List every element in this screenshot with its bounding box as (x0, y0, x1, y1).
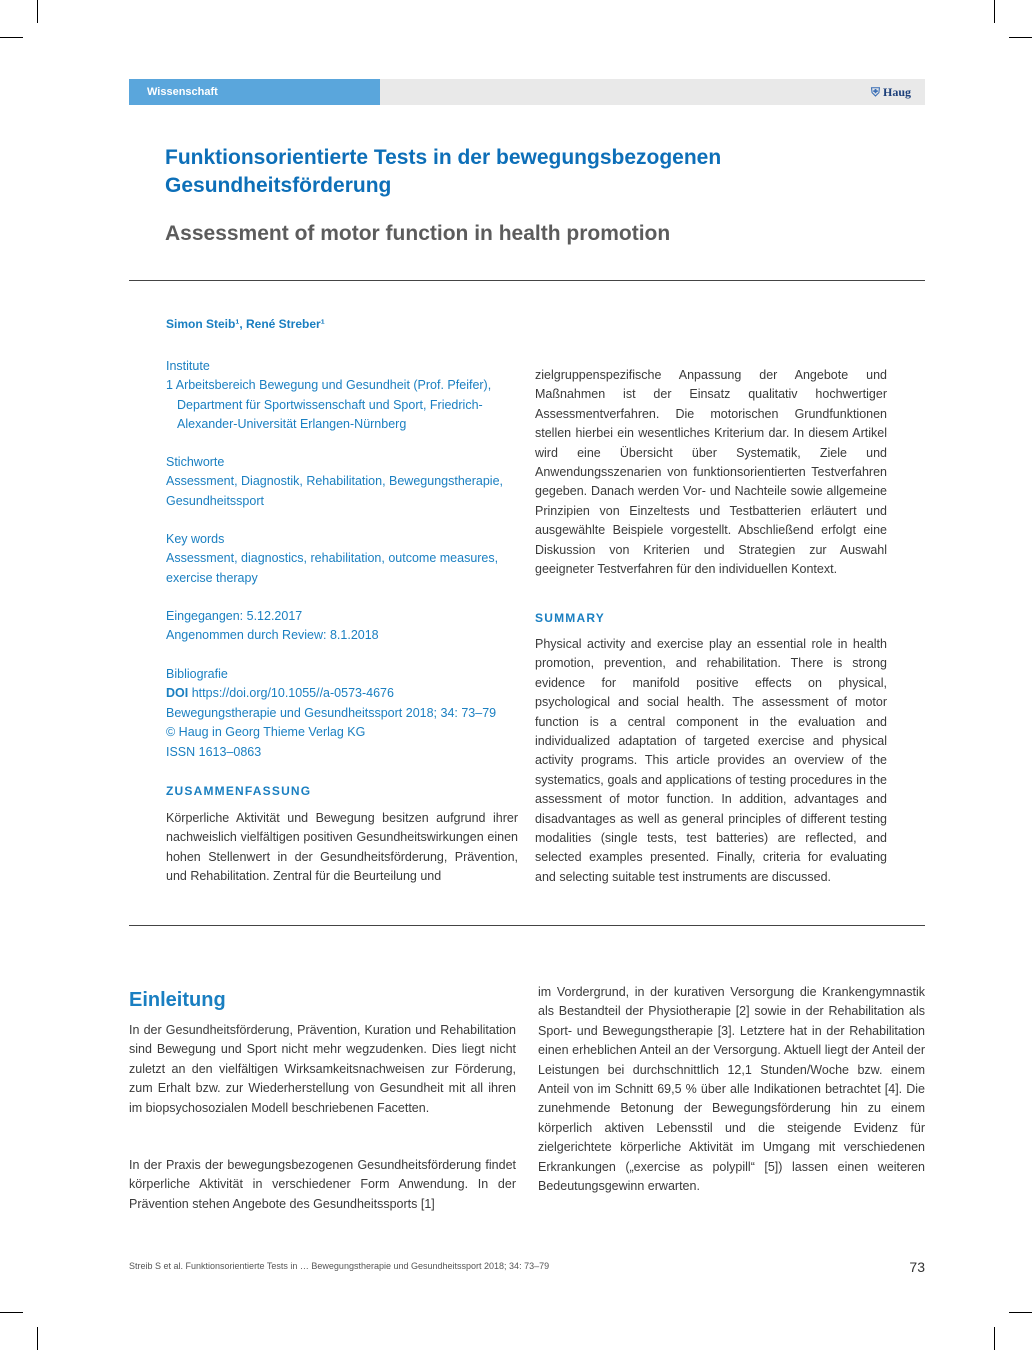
crop-mark (37, 1327, 38, 1350)
zusammenfassung-text: Körperliche Aktivität und Bewegung besitzen aufgrund ihrer nachweislich vielfältigen positiven Gesundheitswirkungen einen hohen Stellenwert in der Gesundheitsförderung, Prävention, und Rehabilitation. Zentral für die Beurteilung und (166, 811, 518, 884)
zusammenfassung-heading: ZUSAMMENFASSUNG (166, 784, 312, 798)
crop-mark (1009, 37, 1032, 38)
accepted-date: Angenommen durch Review: 8.1.2018 (166, 628, 379, 643)
zusammenfassung-text-continued: zielgruppenspezifische Anpassung der Angebote und Maßnahmen ist der Einsatz qualitativ hochwertiger Assessmentverfahren. Die motorischen Grundfunktionen stellen hierbei ein wesentliches Kriterium dar. In diesem Artikel wird eine Übersicht über Systematik, Ziele und Anwendungsszenarien von funktionsorientierten Testverfahren gegeben. Danach werden Vor- und Nachteile sowie allgemeine Prinzipien von Einzeltests und Testbatterien erläutert und ausgewählte Beispiele vorgestellt. Abschließend erfolgt eine Diskussion von Kriterien und Strategien zur Auswahl geeigneter Testverfahren für den individuellen Kontext. (535, 368, 887, 577)
article-subtitle: Assessment of motor function in health promotion (165, 222, 671, 245)
footer-citation: Streib S et al. Funktionsorientierte Tests in … Bewegungstherapie und Gesundheitssport 2018; 34: 73–79 (129, 1261, 550, 1271)
einleitung-heading: Einleitung (129, 989, 226, 1011)
crop-mark (994, 0, 995, 23)
dates-block (166, 607, 518, 646)
bibliography-heading: Bibliografie (166, 667, 228, 681)
institute-line: Department für Sportwissenschaft und Sport, Friedrich- (177, 397, 483, 412)
keywords-block (166, 530, 518, 588)
crop-mark (37, 0, 38, 23)
summary-heading: SUMMARY (535, 611, 605, 625)
received-date: Eingegangen: 5.12.2017 (166, 609, 303, 623)
stichworte-block (166, 453, 518, 511)
article-title: Funktionsorientierte Tests in der bewegungsbezogenen Gesundheitsförderung (165, 146, 722, 197)
stichworte-text: Assessment, Diagnostik, Rehabilitation, Bewegungstherapie, Gesundheitssport (166, 474, 503, 508)
bibliography-block (166, 665, 518, 762)
divider-bottom (129, 925, 925, 926)
institute-heading: Institute (166, 359, 210, 373)
copyright: © Haug in Georg Thieme Verlag KG (166, 725, 366, 740)
doi-label: DOI (166, 686, 189, 701)
keywords-heading: Key words (166, 532, 225, 546)
keywords-text: Assessment, diagnostics, rehabilitation, outcome measures, exercise therapy (166, 551, 499, 585)
doi-link[interactable]: https://doi.org/10.1055//a-0573-4676 (191, 686, 394, 701)
section-tag: Wissenschaft (129, 79, 380, 105)
journal-header-bar (129, 79, 925, 105)
crop-mark (994, 1327, 995, 1350)
einleitung-paragraph: im Vordergrund, in der kurativen Versorgung die Krankengymnastik als Bestandteil der Physiotherapie [2] sowie in der Rehabilitation als Sport- und Bewegungstherapie [3]. Letztere hat in der Rehabilitation einen erheblichen Anteil an der Versorgung. Aktuell liegt der Anteil der Leistungen bei durchschnittlich 12,1 Stunden/Woche bzw. einem Anteil von im Schnitt 69,5 % über alle Indikationen betrachtet [4]. Die zunehmende Betonung der Bewegungsförderung hin zu einem körperlich aktiven Lebensstil und die steigende Evidenz für zielgerichtete körperliche Aktivität im Umgang mit verschiedenen Erkrankungen („exercise as polypill“ [5]) lassen einen weiteren Bedeutungsgewinn erwarten. (538, 985, 925, 1194)
einleitung-paragraph: In der Gesundheitsförderung, Prävention, Kuration und Rehabilitation sind Bewegung und Sport nicht mehr wegzudenken. Dies liegt nicht zuletzt an den vielfältigen Wirksamkeitsnachweisen zur Förderung, zum Erhalt bzw. zur Wiederherstellung von Gesundheit mit all ihren im biopsychosozialen Modell beschriebenen Facetten. (129, 1023, 516, 1115)
crop-mark (0, 37, 23, 38)
divider-top (129, 280, 925, 281)
crop-mark (0, 1312, 23, 1313)
publisher-logo (871, 79, 911, 105)
authors: Simon Steib¹, René Streber¹ (166, 317, 325, 331)
institute-line: Alexander-Universität Erlangen-Nürnberg (177, 417, 407, 432)
einleitung-paragraph: In der Praxis der bewegungsbezogenen Gesundheitsförderung findet körperliche Aktivität in verschiedener Form Anwendung. In der Prävention stehen Angebote des Gesundheitssports [1] (129, 1158, 516, 1211)
crop-mark (1009, 1312, 1032, 1313)
journal-citation: Bewegungstherapie und Gesundheitssport 2018; 34: 73–79 (166, 705, 497, 720)
summary-text: Physical activity and exercise play an essential role in health promotion, prevention, and rehabilitation. There is strong evidence for manifold positive effects on physical, psychological and social health. The assessment of motor function is a central component in the evaluation and individualized adaptation of targeted exercise and physical activity programs. This article provides an overview of the systematics, goals and applications of testing procedures in the assessment of motor function. In addition, advantages and disadvantages as well as general principles of different testing modalities (single tests, test batteries) are reflected, and selected examples presented. Finally, criteria for evaluating and selecting suitable test instruments are discussed. (535, 637, 887, 884)
institute-line: 1 Arbeitsbereich Bewegung und Gesundheit (Prof. Pfeifer), (166, 378, 492, 393)
institute-block (166, 357, 518, 435)
page-number: 73 (909, 1259, 925, 1275)
stichworte-heading: Stichworte (166, 455, 225, 469)
publisher-name: Haug (882, 85, 911, 99)
issn: ISSN 1613–0863 (166, 744, 262, 759)
shield-icon: ⛨ (870, 85, 880, 99)
